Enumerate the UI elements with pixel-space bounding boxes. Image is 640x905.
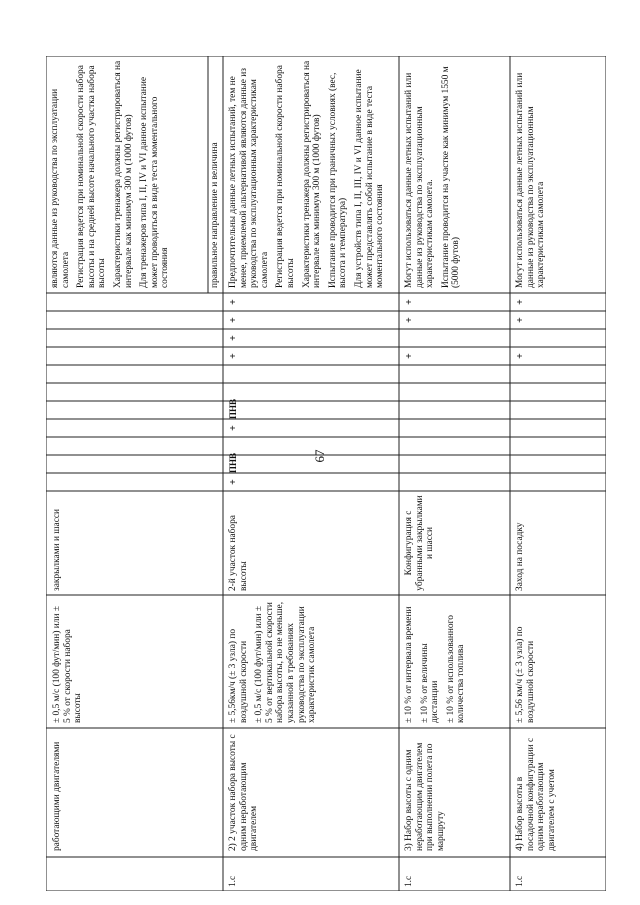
row0-condition: закрылками и шасси xyxy=(52,508,62,591)
row1-mark-a: + xyxy=(228,479,239,485)
row3-tolerance: ± 5,56 км/ч (± 3 узла) по воздушной скорости xyxy=(515,626,536,723)
row2-condition: Конфигурация с убранными закрылками и шасси xyxy=(404,495,436,591)
row2-section: 1.c xyxy=(404,875,414,887)
row1-req-3: Испытание проводится при граничных условиях (вес, высота и температура) xyxy=(327,72,349,288)
row1-mark-h: + xyxy=(228,335,239,341)
row0-parameter: работающими двигателями xyxy=(52,741,62,851)
row1-req-2: Характеристики тренажера должны регистрироваться на интервале как минимум 300 м (1000 футов) xyxy=(301,60,323,288)
row0-req-1: Регистрация ведется при номинальной скорости набора высоты и на средней высоте начального участка набора высоты xyxy=(76,65,108,288)
row2-tol-1: ± 10 % от величины дистанции xyxy=(419,643,441,723)
row3-mark-j: + xyxy=(515,299,526,305)
row1-req-0: Предпочтительны данные летных испытаний, тем не менее, приемлемой альтернативой являются данные из руководства по эксплуатационным характеристикам самолета xyxy=(228,67,270,288)
row1-tolerance xyxy=(228,599,396,723)
row2-req-1: Испытание проводится на участке как минимум 1550 м (5000 футов) xyxy=(440,66,462,288)
row2-requirements xyxy=(404,60,508,288)
row1-mark-d: + xyxy=(228,425,239,431)
row1-condition: 2-й участок набора высоты xyxy=(228,515,249,591)
row3-mark-i: + xyxy=(515,317,526,323)
row1-mark-g: + xyxy=(228,353,239,359)
requirements-table xyxy=(46,56,606,891)
row3-section: 1.c xyxy=(515,875,525,887)
row3-parameter: 4) Набор высоты в посадочной конфигурации с одним неработающим двигателем с учетом xyxy=(515,737,557,851)
row0-req-2: Характеристики тренажера должны регистрироваться на интервале как минимум 300 м (1000 футов) xyxy=(112,60,134,288)
row1-parameter: 2) 2 участок набора высоты с одним неработающим двигателем xyxy=(228,734,260,851)
row0-requirements xyxy=(50,60,206,288)
row0-req-0: являются данные из руководства по эксплуатации самолета xyxy=(50,88,71,288)
row2-mark-i: + xyxy=(404,317,415,323)
row0-req-3: Для тренажеров типа I, II, IV и VI данное испытание может проводиться в виде теста моментального состояния xyxy=(139,76,171,288)
row0-sub-label: правильное направление и величина xyxy=(210,142,220,288)
row1-section: 1.c xyxy=(228,875,238,887)
row1-mark-e: ПНВ xyxy=(228,398,238,419)
row2-tolerance xyxy=(404,599,508,723)
row3-req-0: Могут использоваться данные летных испытаний или данные из руководства по эксплуатационным характеристикам самолета xyxy=(515,72,547,288)
row3-mark-g: + xyxy=(515,353,526,359)
row1-req-1: Регистрация ведется при номинальной скорости набора высоты xyxy=(275,65,296,288)
row1-tol-0: ± 5,56км/ч (± 3 узла) по воздушной скорости xyxy=(228,628,249,723)
row1-requirements xyxy=(228,60,396,288)
row1-req-4: Для устройств типа I, II, III, IV и VI данное испытание может представлять собой испытание в виде теста моментального состояния xyxy=(353,69,386,288)
row3-requirements xyxy=(515,60,603,288)
row3-condition: Заход на посадку xyxy=(515,522,525,591)
row1-tol-1: ± 0,5 м/с (100 фут/мин) или ± 5 % от вертикальной скорости набора высоты, но не меньше, указанной в требованиях руководства по эксплуатации характеристик самолета xyxy=(254,601,318,723)
page-number: 67 xyxy=(312,449,327,463)
row1-mark-b: ПНВ xyxy=(228,452,238,473)
row2-tol-0: ± 10 % от интервала времени xyxy=(404,606,414,723)
row2-mark-j: + xyxy=(404,299,415,305)
row0-tolerance: ± 0,5 м/с (100 фут/мин) или ± 5 % от скорости набора высоты xyxy=(52,606,84,723)
row1-mark-i: + xyxy=(228,317,239,323)
row2-req-0: Могут использоваться данные летных испытаний или данные из руководства по эксплуатационным характеристикам самолета. xyxy=(404,72,436,288)
row1-mark-j: + xyxy=(228,299,239,305)
row2-tol-2: ± 10 % от использованного количества топлива xyxy=(445,615,467,723)
row2-parameter: 3) Набор высоты с одним неработающим двигателем при выполнении полета по маршруту xyxy=(404,742,446,851)
row2-mark-g: + xyxy=(404,353,415,359)
